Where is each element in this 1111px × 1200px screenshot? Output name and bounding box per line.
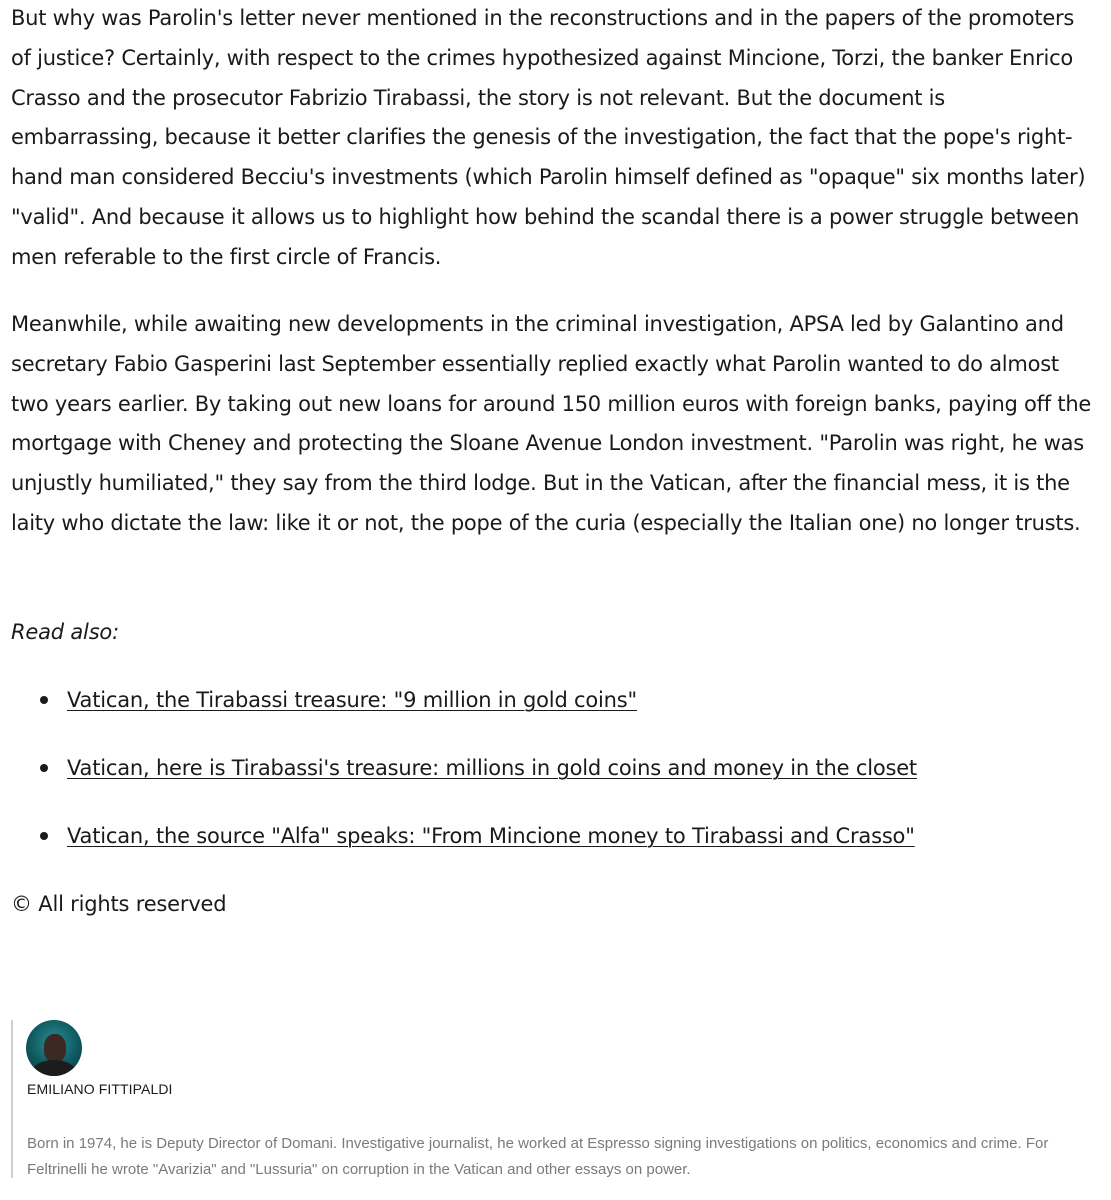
avatar-body-shape — [32, 1060, 76, 1076]
copyright-notice: © All rights reserved — [11, 892, 227, 916]
author-avatar[interactable] — [26, 1020, 82, 1076]
avatar-head-shape — [44, 1034, 66, 1062]
author-name[interactable]: EMILIANO FITTIPALDI — [27, 1081, 173, 1097]
bullet-dot-icon — [40, 832, 48, 840]
read-also-heading: Read also: — [11, 620, 119, 644]
author-box — [11, 1020, 1098, 1178]
article-paragraph: Meanwhile, while awaiting new developments in the criminal investigation, APSA led by Galantino and secretary Fabio Gasperini last September essentially replied exactly what Parolin wanted to do almost two years earlier. By taking out new loans for around 150 million euros with foreign banks, paying off the mortgage with Cheney and protecting the Sloane Avenue London investment. "Parolin was right, he was unjustly humiliated," they say from the third lodge. But in the Vatican, after the financial mess, it is the laity who dictate the law: like it or not, the pope of the curia (especially the Italian one) no longer trusts. — [11, 312, 1092, 535]
article-paragraph: But why was Parolin's letter never mentioned in the reconstructions and in the papers of the promoters of justice? Certainly, with respect to the crimes hypothesized against Mincione, Torzi, the banker Enrico Crasso and the prosecutor Fabrizio Tirabassi, the story is not relevant. But the document is embarrassing, because it better clarifies the genesis of the investigation, the fact that the pope's right-hand man considered Becciu's investments (which Parolin himself defined as "opaque" six months later) "valid". And because it allows us to highlight how behind the scandal there is a power struggle between men referable to the first circle of Francis. — [11, 6, 1086, 269]
related-article-link[interactable]: Vatican, the Tirabassi treasure: "9 million in gold coins" — [67, 688, 637, 712]
related-article-link[interactable]: Vatican, here is Tirabassi's treasure: millions in gold coins and money in the closet — [67, 756, 917, 780]
related-article-link[interactable]: Vatican, the source "Alfa" speaks: "From Mincione money to Tirabassi and Crasso" — [67, 824, 915, 848]
bullet-dot-icon — [40, 764, 48, 772]
bullet-dot-icon — [40, 696, 48, 704]
author-bio: Born in 1974, he is Deputy Director of Domani. Investigative journalist, he worked at Espresso signing investigations on politics, economics and crime. For Feltrinelli he wrote "Avarizia" and "Lussuria" on corruption in the Vatican and other essays on power. — [27, 1135, 1049, 1178]
